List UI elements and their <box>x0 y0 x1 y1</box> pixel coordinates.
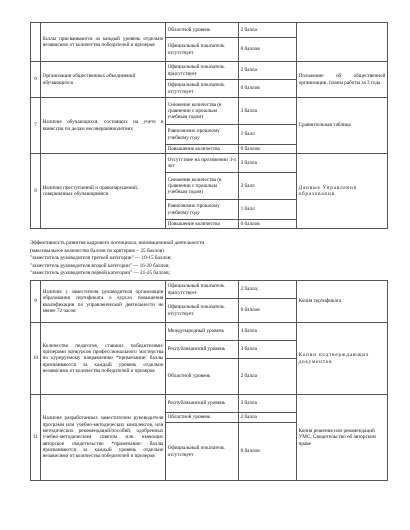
score-cell: 3 балла <box>239 395 297 413</box>
score-cell: 2 балл <box>239 173 297 200</box>
table-row <box>31 395 388 413</box>
row-number: 7 <box>31 98 41 154</box>
score-cell: 1 балл <box>239 125 297 145</box>
sub-indicator-cell: Областной уровень <box>166 359 239 395</box>
criteria-table-2 <box>30 280 388 481</box>
sub-indicator-cell: Официальный показатель отсутствует <box>166 423 239 481</box>
table-row <box>31 154 388 173</box>
indicator-cell: баллы присваиваются за каждый уровень отдельно независимо от количества победителей и призеров <box>41 23 166 62</box>
score-cell: 1 балл <box>239 200 297 220</box>
sub-indicator-cell: Международный уровень <box>166 323 239 341</box>
sub-indicator-cell: Снижение количества (в сравнении с прошлым учебным годом) <box>166 98 239 125</box>
criteria-table-1 <box>30 22 388 229</box>
level-line: "заместитель руководителя третьей категории" — 10-15 баллов; <box>30 255 172 262</box>
sub-indicator-cell: Равнозначно прошлому учебному году <box>166 125 239 145</box>
sub-indicator-cell: Республиканский уровень <box>166 395 239 413</box>
score-cell: 4 балла <box>239 323 297 341</box>
section-title: Эффективность развития кадрового потенциала, инновационной деятельности <box>30 240 205 246</box>
sub-indicator-cell: Областной уровень <box>166 413 239 423</box>
source-cell: Копия решения или рекомендаций УМС, Свидетельство об авторском праве <box>297 395 388 481</box>
score-cell: 2 балла <box>239 359 297 395</box>
score-cell: 2 балла <box>239 413 297 423</box>
score-cell: 0 баллов <box>239 80 297 98</box>
score-cell: 2 балла; <box>239 281 297 299</box>
table-row <box>31 323 388 341</box>
indicator-cell: Наличие разработанных заместителем руководителя программ или учебно-методических комплексов, или методических рекомендаций/пособий, одобренных учебно-методическим советом или имеющих авторское свидетельство *примечание: баллы присваиваются за каждый уровень отдельно независимо от количества победителей и призеров <box>41 395 166 481</box>
score-cell: 2 балла <box>239 23 297 38</box>
score-cell: 0 баллов <box>239 423 297 481</box>
sub-indicator-cell: Официальный показатель отсутствует <box>166 299 239 323</box>
sub-indicator-cell: Официальный показатель отсутствует <box>166 80 239 98</box>
score-cell: 2 балла <box>239 62 297 80</box>
score-cell: 0 баллов <box>239 299 297 323</box>
sub-indicator-cell: Повышение количества <box>166 145 239 154</box>
sub-indicator-cell: Областной уровень <box>166 23 239 38</box>
source-cell <box>297 23 388 62</box>
score-cell: 3 балла <box>239 98 297 125</box>
source-cell: Копия сертификата <box>297 281 388 323</box>
indicator-cell: Количество педагогов, ставших победителями/призерами конкурсов профессионального мастерства по курируемому направлению *примечание: баллы присваиваются за каждый уровень отдельно независимо от количества победителей и призеров <box>41 323 166 395</box>
source-cell: Положение об общественной организации, планы работы за 3 года <box>297 62 388 98</box>
sub-indicator-cell: Официальный показатель отсутствует <box>166 38 239 62</box>
source-cell: Копии подтверждающих документов <box>297 323 388 395</box>
source-cell: Данные Управления образования <box>297 154 388 229</box>
table-row <box>31 62 388 80</box>
score-cell: 0 баллов <box>239 145 297 154</box>
indicator-cell: Наличие обучающихся, состоящих на учете в комиссии по делам несовершеннолетних <box>41 98 166 154</box>
sub-indicator-cell: Снижение количества (в сравнении с прошлым учебным годом) <box>166 173 239 200</box>
sub-indicator-cell: Официальный показатель присутствует <box>166 62 239 80</box>
section-max-note: (максимальное количество баллов по критерию – 25 баллов) <box>30 247 164 254</box>
section-header <box>30 240 387 278</box>
score-cell: 0 баллов <box>239 220 297 229</box>
source-cell: Сравнительная таблица <box>297 98 388 154</box>
sub-indicator-cell: Республиканский уровень <box>166 341 239 359</box>
level-line: "заместитель руководителя второй категории" — 16-20 баллов; <box>30 262 170 269</box>
sub-indicator-cell: Официальный показатель присутствует <box>166 281 239 299</box>
score-cell: 0 баллов <box>239 38 297 62</box>
row-number: 11 <box>31 395 41 481</box>
row-number: 8 <box>31 154 41 229</box>
sub-indicator-cell: Равнозначно прошлому учебному году <box>166 200 239 220</box>
table-row <box>31 23 388 38</box>
sub-indicator-cell: Отсутствие на протяжении 3-х лет <box>166 154 239 173</box>
row-number: 6 <box>31 62 41 98</box>
indicator-cell: Наличие преступлений и правонарушений, совершенных обучающимися <box>41 154 166 229</box>
row-number: 10 <box>31 323 41 395</box>
score-cell: 3 балла <box>239 341 297 359</box>
row-number <box>31 23 41 62</box>
level-line: "заместитель руководителя первой категории" — 21-25 баллов; <box>30 270 171 277</box>
score-cell: 3 балла <box>239 154 297 173</box>
table-row <box>31 98 388 125</box>
sub-indicator-cell: Повышение количества <box>166 220 239 229</box>
indicator-cell: Организация общественных объединений обучающихся <box>41 62 166 98</box>
row-number: 9 <box>31 281 41 323</box>
table-row <box>31 281 388 299</box>
indicator-cell: Наличие у заместителя руководителя организации образования сертификата о курсах повышения квалификации по управленческой деятельности не менее 72 часов <box>41 281 166 323</box>
